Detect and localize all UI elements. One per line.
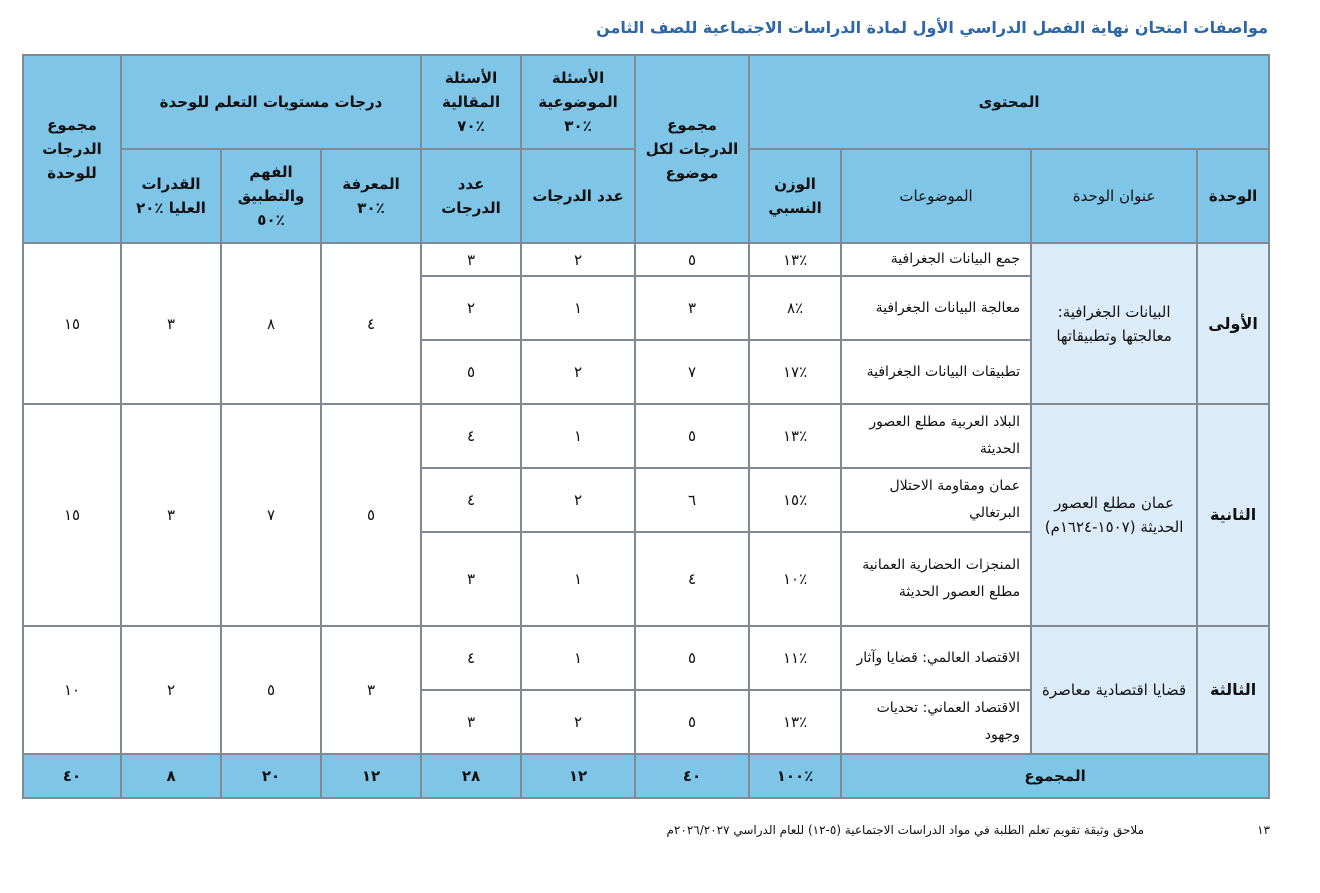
unit-name: الثالثة [1197,626,1269,754]
unit-total: ١٥ [23,243,121,404]
unit-higher: ٣ [121,404,221,626]
topic-weight: ٪١٣ [749,243,841,276]
unit-knowledge: ٥ [321,404,421,626]
topic-essay: ٣ [421,532,521,626]
header-higher: القدرات العليا ٪٢٠ [121,149,221,243]
topic-weight: ٪١٧ [749,340,841,404]
unit-total: ١٥ [23,404,121,626]
topic-name: الاقتصاد العماني: تحديات وجهود [841,690,1031,754]
header-row-top [23,55,1269,149]
topic-total: ٣ [635,276,749,340]
header-unit-total: مجموع الدرجات للوحدة [23,55,121,243]
table-row [23,404,1269,468]
header-knowledge: المعرفة ٪٣٠ [321,149,421,243]
topic-objective: ١ [521,404,635,468]
topic-total: ٥ [635,404,749,468]
specification-table [22,54,1270,799]
topic-weight: ٪١٥ [749,468,841,532]
header-weight: الوزن النسبي [749,149,841,243]
header-understanding: الفهم والتطبيق ٪٥٠ [221,149,321,243]
topic-total: ٥ [635,690,749,754]
topic-total: ٥ [635,243,749,276]
header-objective-count: عدد الدرجات [521,149,635,243]
unit-understanding: ٧ [221,404,321,626]
topic-essay: ٤ [421,626,521,690]
header-essay-count: عدد الدرجات [421,149,521,243]
totals-weight: ٪١٠٠ [749,754,841,798]
topic-weight: ٪١٣ [749,404,841,468]
unit-understanding: ٥ [221,626,321,754]
topic-total: ٦ [635,468,749,532]
topic-objective: ١ [521,626,635,690]
unit-name: الثانية [1197,404,1269,626]
page-number: ١٣ [1257,823,1270,837]
topic-objective: ٢ [521,468,635,532]
topic-essay: ٥ [421,340,521,404]
topic-name: الاقتصاد العالمي: قضايا وآثار [841,626,1031,690]
topic-name: معالجة البيانات الجغرافية [841,276,1031,340]
page-title: مواصفات امتحان نهاية الفصل الدراسي الأول لمادة الدراسات الاجتماعية للصف الثامن [596,18,1268,37]
topic-essay: ٢ [421,276,521,340]
totals-objective: ١٢ [521,754,635,798]
unit-knowledge: ٤ [321,243,421,404]
unit-title: قضايا اقتصادية معاصرة [1031,626,1197,754]
unit-understanding: ٨ [221,243,321,404]
topic-total: ٧ [635,340,749,404]
topic-objective: ٢ [521,340,635,404]
unit-knowledge: ٣ [321,626,421,754]
totals-knowledge: ١٢ [321,754,421,798]
header-unit-title: عنوان الوحدة [1031,149,1197,243]
topic-weight: ٪١١ [749,626,841,690]
topic-total: ٤ [635,532,749,626]
topic-weight: ٪٨ [749,276,841,340]
unit-higher: ٢ [121,626,221,754]
totals-higher: ٨ [121,754,221,798]
table-row [23,243,1269,276]
topic-objective: ٢ [521,243,635,276]
topic-name: البلاد العربية مطلع العصور الحديثة [841,404,1031,468]
totals-understanding: ٢٠ [221,754,321,798]
topic-name: جمع البيانات الجغرافية [841,243,1031,276]
topic-objective: ١ [521,532,635,626]
totals-row [23,754,1269,798]
unit-total: ١٠ [23,626,121,754]
footer-text: ملاحق وثيقة تقويم تعلم الطلبة في مواد الدراسات الاجتماعية (٥-١٢) للعام الدراسي ٢٠٢٦/٢٠٢٧م [666,823,1144,837]
topic-weight: ٪١٠ [749,532,841,626]
totals-essay: ٢٨ [421,754,521,798]
topic-name: تطبيقات البيانات الجغرافية [841,340,1031,404]
header-topic-total: مجموع الدرجات لكل موضوع [635,55,749,243]
unit-higher: ٣ [121,243,221,404]
unit-title: البيانات الجغرافية: معالجتها وتطبيقاتها [1031,243,1197,404]
totals-label: المجموع [841,754,1269,798]
topic-weight: ٪١٣ [749,690,841,754]
topic-total: ٥ [635,626,749,690]
header-essay: الأسئلة المقالية ٪٧٠ [421,55,521,149]
header-content: المحتوى [749,55,1269,149]
unit-title: عمان مطلع العصور الحديثة (١٥٠٧-١٦٢٤م) [1031,404,1197,626]
topic-essay: ٣ [421,243,521,276]
topic-objective: ١ [521,276,635,340]
topic-essay: ٤ [421,404,521,468]
totals-topic-total: ٤٠ [635,754,749,798]
header-topics: الموضوعات [841,149,1031,243]
topic-objective: ٢ [521,690,635,754]
header-unit: الوحدة [1197,149,1269,243]
totals-unit-total: ٤٠ [23,754,121,798]
topic-essay: ٤ [421,468,521,532]
header-levels: درجات مستويات التعلم للوحدة [121,55,421,149]
header-objective: الأسئلة الموضوعية ٪٣٠ [521,55,635,149]
page-footer [20,823,1270,845]
topic-name: المنجزات الحضارية العمانية مطلع العصور الحديثة [841,532,1031,626]
topic-essay: ٣ [421,690,521,754]
table-row [23,626,1269,690]
topic-name: عمان ومقاومة الاحتلال البرتغالي [841,468,1031,532]
unit-name: الأولى [1197,243,1269,404]
